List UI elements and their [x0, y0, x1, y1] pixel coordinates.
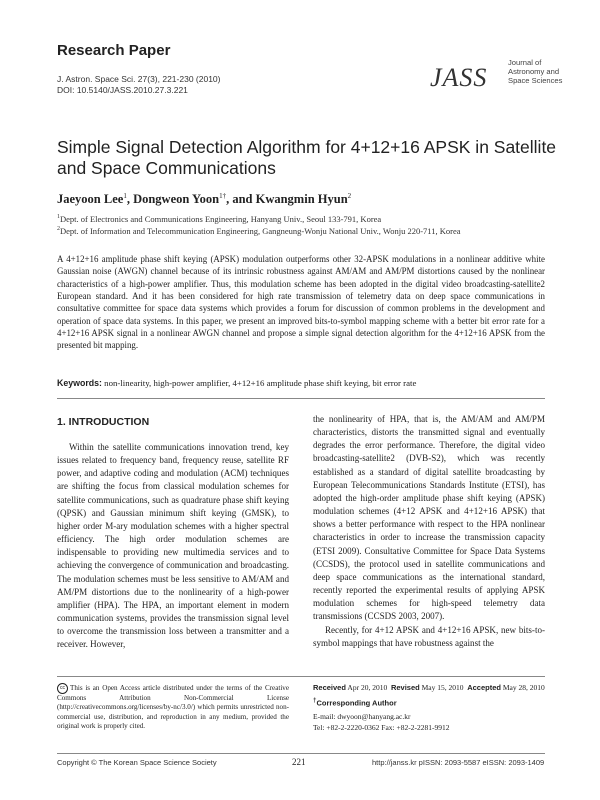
article-dates: [313, 683, 545, 692]
author-affiliation-mark: 1: [123, 192, 127, 200]
corresponding-mark: †: [313, 697, 317, 704]
accepted-label: Accepted: [467, 683, 501, 692]
page-number: 221: [292, 757, 306, 767]
license-text: This is an Open Access article distributed under the terms of the Creative Commons Attribution Non-Commercial License (http://creativecommons.org/licenses/by-nc/3.0/) which permits unrestricted non-commercial use, distribution, and reproduction in any medium, provided the original work is properly cited.: [57, 684, 289, 731]
abstract: A 4+12+16 amplitude phase shift keying (APSK) modulation outperforms other 32-APSK modulations in a nonlinear additive white Gaussian noise (AWGN) channel because of its intrinsic robustness against AM/AM and AM/PM distortions caused by the nonlinear characteristics of a high-power amplifier. Thus, this modulation scheme has been adopted in the digital video broadcasting-satellite2 European standard. And it has been considered for high rate transmission of telemetry data on deep space communications in consultative committee for space data systems which provides a forum for discussion of common problems in the development and operation of space data systems. In this paper, we present an improved bits-to-symbol mapping scheme with a better bit error rate for a 4+12+16 APSK signal in a nonlinear AWGN channel and propose a simple signal detection algorithm for the 4+12+16 APSK from the presented bit mapping.: [57, 254, 545, 351]
logo-mark: JASS: [430, 63, 488, 92]
logo-text-line: Astronomy and: [508, 67, 560, 76]
logo-text-line: Journal of: [508, 58, 542, 67]
paper-type: Research Paper: [57, 42, 171, 59]
affiliation-mark: 2: [57, 226, 60, 233]
affiliation: [57, 214, 381, 224]
author-name: Jaeyoon Lee: [57, 192, 124, 207]
body-paragraph: Within the satellite communications innovation trend, key issues related to frequency band, frequency reuse, satellite RF power, and adaptive coding and modulation (ACM) techniques are shifting the focus from classical modulation schemes for satellite communications, such as quadrature phase shift keying (QPSK) and Gaussian minimum shift keying (GMSK), to higher order M-ary modulation schemes with a higher spectral efficiency. The high order modulation schemes are indispensable to providing new multimedia services and to achieving the convergence of communication and broadcasting. The modulation schemes must be less sensitive to AM/AM and AM/PM distortions due to the nonlinearity of a high-power amplifier (HPA). The HPA, an important element in modern communication systems, provides the transmission signal level to overcome the transmission loss between a transmitter and a receiver. However,: [57, 442, 289, 650]
author-name: Dongweon Yoon: [133, 192, 220, 207]
journal-logo: [430, 55, 563, 105]
affiliation-text: Dept. of Information and Telecommunication Engineering, Gangneung-Wonju National Univ., Wonju 220-711, Korea: [60, 226, 461, 236]
received-label: Received: [313, 683, 346, 692]
logo-text-line: Space Sciences: [508, 76, 563, 85]
accepted-date: May 28, 2010: [500, 683, 545, 692]
author-separator: ,: [126, 192, 134, 207]
copyright: Copyright © The Korean Space Science Society: [57, 758, 217, 767]
divider: [57, 676, 545, 677]
body-column-left: [57, 441, 289, 652]
citation: J. Astron. Space Sci. 27(3), 221-230 (2010): [57, 74, 221, 84]
revised-label: Revised: [390, 683, 420, 692]
email[interactable]: E-mail: dwyoon@hanyang.ac.kr: [313, 712, 411, 721]
paper-title: Simple Signal Detection Algorithm for 4+12+16 APSK in Satellite and Space Communications: [57, 137, 557, 178]
logo-text: [508, 58, 568, 85]
keywords-text: non-linearity, high-power amplifier, 4+12+16 amplitude phase shift keying, bit error rate: [101, 378, 417, 388]
author-list: [57, 192, 351, 207]
divider: [57, 398, 545, 399]
revised-date: May 15, 2010: [419, 683, 464, 692]
body-paragraph: Recently, for 4+12 APSK and 4+12+16 APSK, new bits-to-symbol mappings that have robustness against the: [313, 624, 545, 648]
author-affiliation-mark: 2: [347, 192, 352, 200]
doi[interactable]: DOI: 10.5140/JASS.2010.27.3.221: [57, 85, 188, 95]
license-note: [57, 683, 289, 732]
author-separator: , and: [226, 192, 256, 207]
creative-commons-icon: cc: [57, 683, 68, 694]
body-paragraph: the nonlinearity of HPA, that is, the AM/AM and AM/PM characteristics, distorts the transmitted signal and eventually degrades the error performance. Therefore, the digital video broadcasting-satellite2 (DVB-S2), which was recently established as a standard of digital satellite broadcasting by European Telecommunications Standards Institute (ETSI), has adopted the high-order amplitude phase shift keying (APSK) modulation schemes (4+12 APSK and 4+12+16 APSK) that shows a better performance with respect to the HPA nonlinear characteristics in order to increase the transmission capacity (ETSI 2009). Consultative Committee for Space Data Systems (CCSDS), the protocol used in satellite communications and deep space communications as the international standard, recently reported the experimental results of applying APSK modulation schemes for high-speed telemetry data transmissions (CCSDS 2003, 2007).: [313, 414, 545, 622]
divider: [57, 753, 545, 754]
keywords: [57, 378, 416, 388]
affiliation-mark: 1: [57, 214, 60, 221]
author-name: Kwangmin Hyun: [255, 192, 348, 207]
corresponding-label: Corresponding Author: [316, 698, 397, 708]
journal-issn[interactable]: http://janss.kr pISSN: 2093-5587 eISSN: 2093-1409: [372, 758, 545, 767]
corresponding-author-label: [313, 697, 397, 708]
body-column-right: [313, 413, 545, 650]
affiliation-text: Dept. of Electronics and Communications Engineering, Hanyang Univ., Seoul 133-791, Korea: [60, 214, 382, 224]
keywords-label: Keywords:: [57, 378, 102, 388]
received-date: Apr 20, 2010: [345, 683, 388, 692]
section-heading: 1. INTRODUCTION: [57, 416, 150, 428]
affiliation: [57, 226, 461, 236]
author-affiliation-mark: 1†: [219, 192, 227, 200]
phone-fax: Tel: +82-2-2220-0362 Fax: +82-2-2281-9912: [313, 723, 450, 732]
